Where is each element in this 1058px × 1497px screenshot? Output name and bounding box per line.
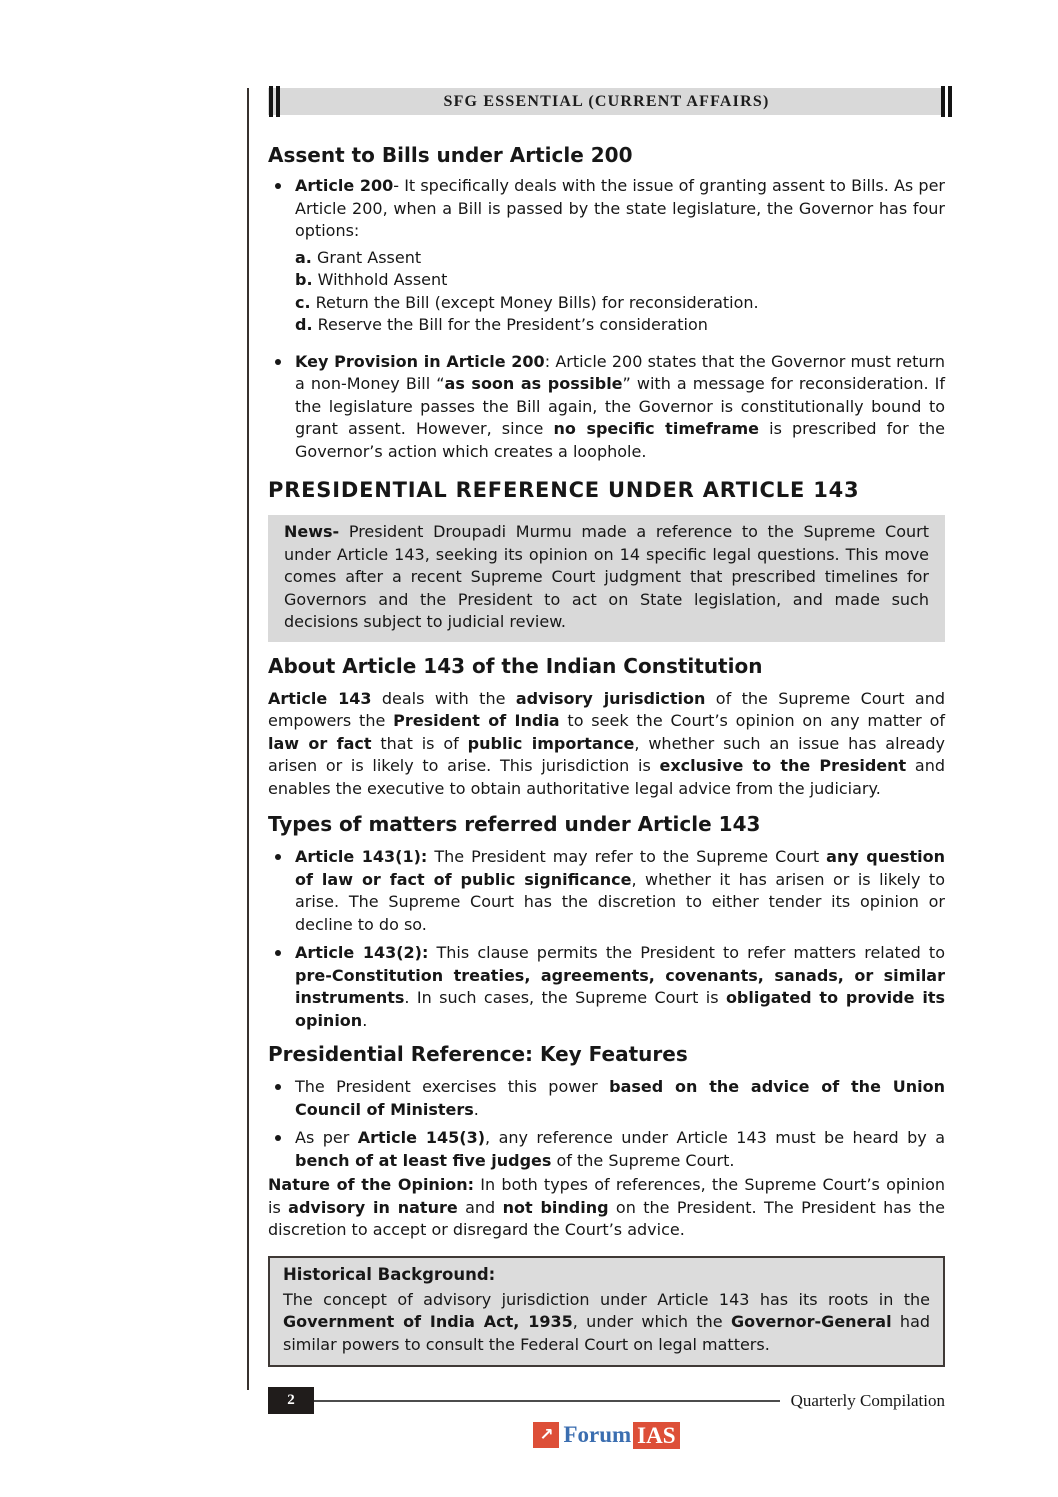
bullet-union-council: The President exercises this power based on the advice of the Union Council of Ministers. <box>268 1076 945 1121</box>
document-page <box>268 88 945 1450</box>
news-paragraph: News- President Droupadi Murmu made a reference to the Supreme Court under Article 143, seeking its opinion on 14 specific legal questions. This move comes after a recent Supreme Court judgment that prescribed timelines for Governors and the President to act on State legislation, and made such decisions subject to judicial review. <box>284 522 929 631</box>
bullet-article-143-1: Article 143(1): The President may refer to the Supreme Court any question of law or fact of public significance, whether it has arisen or is likely to arise. The Supreme Court has the discretion to either tender its opinion or decline to do so. <box>268 846 945 936</box>
option-a: a. Grant Assent <box>295 247 422 267</box>
bullet-article-200: Article 200- It specifically deals with the issue of granting assent to Bills. As per Article 200, when a Bill is passed by the state legislature, the Governor has four options: <box>268 175 945 243</box>
heading-presidential-reference: PRESIDENTIAL REFERENCE UNDER ARTICLE 143 <box>268 478 860 502</box>
option-c: c. Return the Bill (except Money Bills) for reconsideration. <box>295 292 759 312</box>
page-header-title: SFG ESSENTIAL (CURRENT AFFAIRS) <box>443 92 770 110</box>
logo-ias-text: IAS <box>633 1422 679 1449</box>
bullet-marker <box>275 183 281 189</box>
heading-about-article-143: About Article 143 of the Indian Constitution <box>268 653 763 678</box>
about-article-143-paragraph: Article 143 deals with the advisory jurisdiction of the Supreme Court and empowers the President of India to seek the Court’s opinion on any matter of law or fact that is of public importance, whether such an issue has already arisen or is likely to arise. This jurisdiction is exclusive to the President and enables the executive to obtain authoritative legal advice from the judiciary. <box>268 688 946 798</box>
options-list <box>268 247 945 337</box>
news-box <box>268 515 945 642</box>
heading-assent-to-bills: Assent to Bills under Article 200 <box>268 143 633 167</box>
logo-forum-text: Forum <box>563 1422 632 1447</box>
page-left-rule <box>247 88 249 1390</box>
historical-background-box <box>268 1256 945 1368</box>
forumias-logo <box>268 1420 945 1450</box>
historical-background-title: Historical Background: <box>283 1264 496 1284</box>
header-double-bars-right-icon <box>941 86 952 117</box>
bullet-marker <box>275 950 281 956</box>
heading-types-of-matters: Types of matters referred under Article 143 <box>268 812 761 836</box>
bullet-marker <box>275 1135 281 1141</box>
footer-rule <box>314 1400 780 1402</box>
page-footer <box>268 1387 945 1414</box>
heading-key-features: Presidential Reference: Key Features <box>268 1042 688 1066</box>
bullet-article-145-3: As per Article 145(3), any reference under Article 143 must be heard by a bench of at least five judges of the Supreme Court. <box>268 1127 945 1172</box>
logo-arrow-icon: ↗ <box>533 1422 559 1448</box>
bullet-article-143-2: Article 143(2): This clause permits the President to refer matters related to pre-Constitution treaties, agreements, covenants, sanads, or similar instruments. In such cases, the Supreme Court is obligated to provide its opinion. <box>268 942 945 1032</box>
option-d: d. Reserve the Bill for the President’s consideration <box>295 315 708 334</box>
footer-label: Quarterly Compilation <box>790 1390 945 1410</box>
nature-of-opinion-paragraph: Nature of the Opinion: In both types of references, the Supreme Court’s opinion is advisory in nature and not binding on the President. The President has the discretion to accept or disregard the Court’s advice. <box>268 1175 945 1239</box>
option-b: b. Withhold Assent <box>295 270 448 289</box>
bullet-marker <box>275 854 281 860</box>
bullet-marker <box>275 1084 281 1090</box>
page-header-band <box>268 88 945 115</box>
header-double-bars-left-icon <box>269 86 280 117</box>
bullet-key-provision: Key Provision in Article 200: Article 200 states that the Governor must return a non-Money Bill “as soon as possible” with a message for reconsideration. If the legislature passes the Bill again, the Governor is constitutionally bound to grant assent. However, since no specific timeframe is prescribed for the Governor’s action which creates a loophole. <box>268 351 945 464</box>
historical-background-body: The concept of advisory jurisdiction under Article 143 has its roots in the Government of India Act, 1935, under which the Governor-General had similar powers to consult the Federal Court on legal matters. <box>283 1289 931 1354</box>
bullet-marker <box>275 359 281 365</box>
page-number-badge: 2 <box>268 1387 314 1414</box>
